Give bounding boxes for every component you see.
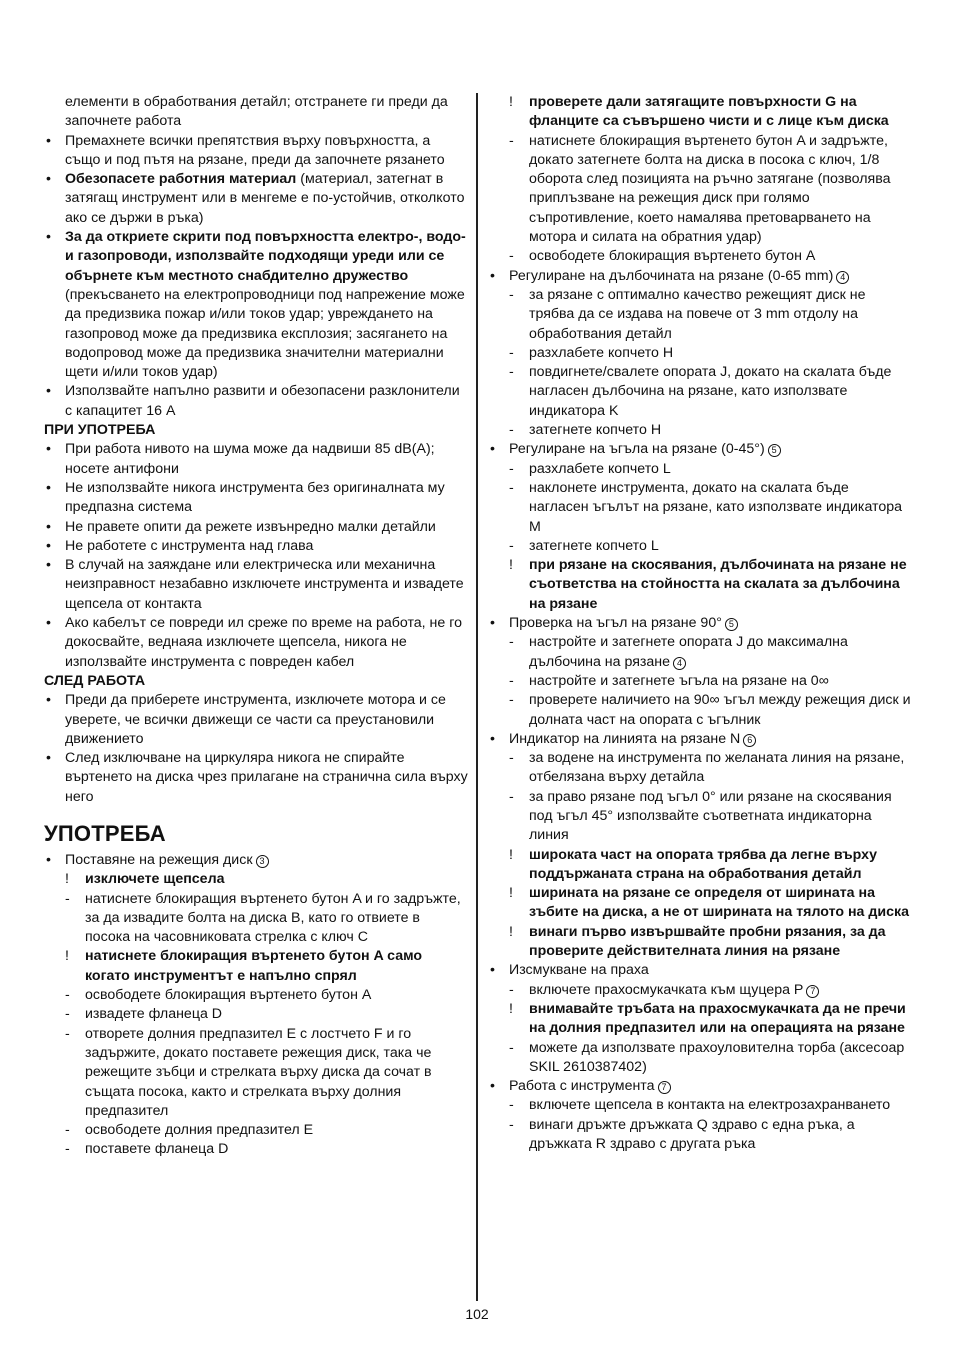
item-text: включете прахосмукачката към щуцера P xyxy=(529,981,804,998)
list-item xyxy=(488,1096,912,1115)
item-text: освободете долния предпазител E xyxy=(85,1122,314,1139)
list-item xyxy=(488,1000,912,1039)
item-text: повдигнете/свалете опората J, докато на скалата бъде нагласен дълбочина на рязане, като използвате индикатора K xyxy=(529,364,892,419)
list-marker: • xyxy=(46,229,51,246)
list-marker: • xyxy=(490,1078,495,1095)
list-item xyxy=(488,846,912,885)
list-item xyxy=(488,344,912,363)
list-marker: ! xyxy=(509,923,513,940)
list-marker: - xyxy=(509,286,514,303)
list-item xyxy=(488,884,912,923)
bold-text: винаги първо извършвайте пробни рязания, за да проверите действителната линия на рязане xyxy=(529,923,886,960)
item-text: разхлабете копчето L xyxy=(529,460,671,477)
item-text: Работа с инструмента xyxy=(509,1078,655,1095)
figure-ref: 4 xyxy=(836,271,849,284)
list-marker: - xyxy=(509,788,514,805)
item-text: (материал, затегнат в затягащ инструмент или в менгеме е по-устойчив, отколкото ако се държи в ръка) xyxy=(65,171,465,226)
item-text: В случай на заяждане или електрическа или механична неизправност незабавно изключете инструмента и извадете щепсела от контакта xyxy=(65,557,464,612)
item-text: за водене на инструмента по желаната линия на рязане, отбелязана върху детайла xyxy=(529,750,905,786)
list-item xyxy=(44,132,468,171)
list-marker: ! xyxy=(509,885,513,902)
list-item xyxy=(44,518,468,537)
list-marker: ! xyxy=(509,846,513,863)
list-item xyxy=(44,1140,468,1159)
list-item xyxy=(488,981,912,1000)
list-item xyxy=(44,691,468,749)
left-column xyxy=(44,93,468,1160)
list-marker: • xyxy=(46,537,51,554)
list-marker: - xyxy=(509,634,514,651)
list-marker: • xyxy=(46,132,51,149)
list-item xyxy=(488,440,912,459)
list-item xyxy=(44,749,468,807)
subheading: ПРИ УПОТРЕБА xyxy=(44,422,156,439)
item-text: за рязане с оптимално качество режещият диск не трябва да се издава на повече от 3 mm отдолу на обработвания детайл xyxy=(529,286,866,342)
list-item xyxy=(488,633,912,672)
list-item xyxy=(488,614,912,633)
list-marker: • xyxy=(46,615,51,632)
list-marker: ! xyxy=(509,1000,513,1017)
figure-ref: 4 xyxy=(673,657,686,670)
item-text: Регулиране на ъгъла на рязане (0-45°) xyxy=(509,441,765,458)
list-marker: - xyxy=(509,248,514,265)
list-item xyxy=(488,93,912,132)
item-text: наклонете инструмента, докато на скалата бъде нагласен ъгълът на рязане, като използвате индикатора M xyxy=(529,479,903,535)
figure-ref: 6 xyxy=(743,734,756,747)
list-item xyxy=(488,749,912,788)
list-item xyxy=(44,228,468,382)
list-item xyxy=(488,556,912,614)
list-marker: - xyxy=(65,1122,70,1139)
item-text: Не правете опити да режете извънредно малки детайли xyxy=(65,518,436,535)
list-marker: - xyxy=(509,672,514,689)
bold-text: при рязане на скосявания, дълбочината на рязане не съответства на стойността на скалата за дълбочина на рязане xyxy=(529,557,907,612)
list-marker: - xyxy=(509,1116,514,1133)
page-number: 102 xyxy=(465,1306,489,1322)
item-text: настройте и затегнете опората J до максимална дълбочина на рязане xyxy=(529,634,848,670)
item-text: включете щепсела в контакта на електрозахранването xyxy=(529,1097,891,1114)
item-text: затегнете копчето L xyxy=(529,537,659,554)
list-item xyxy=(44,614,468,672)
item-text: Премахнете всички препятствия върху повърхността, а също и под пътя на рязане, преди да започнете рязането xyxy=(65,132,445,168)
list-marker: - xyxy=(509,1097,514,1114)
item-text: винаги дръжте дръжката Q здраво с една ръка, а дръжката R здраво с другата ръка xyxy=(529,1116,855,1153)
list-marker: • xyxy=(46,383,51,400)
list-item xyxy=(44,556,468,614)
list-item xyxy=(488,923,912,962)
figure-ref: 7 xyxy=(658,1081,671,1094)
list-marker: • xyxy=(46,750,51,767)
list-marker: • xyxy=(490,615,495,632)
list-marker: • xyxy=(490,730,495,747)
item-text: настройте и затегнете ъгъла на рязане на 0∞ xyxy=(529,672,829,689)
list-item xyxy=(44,1121,468,1140)
list-marker: • xyxy=(46,479,51,496)
list-item xyxy=(488,672,912,691)
column-divider xyxy=(476,93,478,1301)
list-item xyxy=(44,890,468,948)
list-marker: ! xyxy=(65,871,69,888)
figure-ref: 5 xyxy=(725,618,738,631)
item-text: освободете блокиращия въртенето бутон A xyxy=(85,987,372,1004)
bold-text: внимавайте тръбата на прахосмукачката да не пречи на долния предпазител или на операцията на рязане xyxy=(529,1000,906,1037)
list-item xyxy=(44,170,468,228)
list-marker: • xyxy=(46,851,51,868)
item-text: Индикатор на линията на рязане N xyxy=(509,730,741,747)
bold-text: За да откриете скрити под повърхността електро-, водо- и газопроводи, използвайте подходящи уреди или се обърнете към местното снабдително дружество xyxy=(65,229,466,284)
bold-text: ширината на рязане се определя от ширината на зъбите на диска, а не от ширината на тялото на диска xyxy=(529,885,909,921)
list-marker: - xyxy=(509,460,514,477)
list-marker: • xyxy=(46,441,51,458)
figure-ref: 3 xyxy=(256,855,269,868)
item-text: Ако кабелът се повреди ил среже по време на работа, не го докосвайте, веднаяа изключете щепсела, никога не използвайте инструмента с повреден кабел xyxy=(65,615,462,670)
bold-text: Обезопасете работния материал xyxy=(65,171,297,188)
list-item xyxy=(44,870,468,889)
list-marker: - xyxy=(509,692,514,709)
figure-ref: 5 xyxy=(768,444,781,457)
item-text: Регулиране на дълбочината на рязане (0-65 mm) xyxy=(509,267,834,284)
figure-ref: 7 xyxy=(806,985,819,998)
list-marker: • xyxy=(46,518,51,535)
list-item xyxy=(488,286,912,344)
list-item xyxy=(488,537,912,556)
list-item xyxy=(488,1077,912,1096)
item-text: Не работете с инструмента над глава xyxy=(65,537,314,554)
item-text: Преди да приберете инструмента, изключете мотора и се уверете, че всички движещи се части са преустановили движението xyxy=(65,692,446,747)
list-marker: - xyxy=(509,422,514,439)
list-marker: - xyxy=(509,750,514,767)
list-item xyxy=(488,460,912,479)
list-item xyxy=(488,1116,912,1155)
list-item xyxy=(488,1039,912,1078)
bold-text: широката част на опората трябва да легне върху поддържаната страна на обработвания детайл xyxy=(529,846,878,882)
list-item xyxy=(488,691,912,730)
list-marker: ! xyxy=(509,557,513,574)
list-item xyxy=(44,851,468,870)
list-item xyxy=(488,421,912,440)
list-marker: - xyxy=(65,987,70,1004)
item-text: Изсмукване на праха xyxy=(509,962,649,979)
item-text: можете да използвате прахоуловителна торба (аксесоар SKIL 2610387402) xyxy=(529,1039,905,1075)
list-marker: ! xyxy=(509,94,513,110)
list-marker: - xyxy=(509,132,514,149)
item-text: поставете фланеца D xyxy=(85,1141,229,1158)
list-marker: • xyxy=(46,692,51,709)
list-item xyxy=(44,440,468,479)
list-item xyxy=(44,537,468,556)
list-marker: - xyxy=(509,1039,514,1056)
item-text: освободете блокиращия въртенето бутон A xyxy=(529,248,816,265)
item-text: Проверка на ъгъл на рязане 90° xyxy=(509,615,722,632)
list-item xyxy=(488,267,912,286)
bold-text: изключете щепсела xyxy=(85,871,225,888)
list-marker: • xyxy=(46,557,51,574)
list-item xyxy=(44,986,468,1005)
item-text: разхлабете копчето H xyxy=(529,344,674,361)
item-text: елементи в обработвания детайл; отстранете ги преди да започнете работа xyxy=(65,94,448,130)
list-marker: - xyxy=(65,1025,70,1042)
item-text: натиснете блокиращия въртенето бутон A и задръжте, докато затегнете болта на диска в посока с ключ, 1/8 оборота след позицията на ръчно затягане (позволява приплъзване на режещия диск при голямо съпротивление, което намалява претоварването на мотора и силата на обратния удар) xyxy=(529,132,891,246)
list-marker: • xyxy=(490,267,495,284)
list-marker: - xyxy=(65,1141,70,1158)
item-text: Поставяне на режещия диск xyxy=(65,851,253,868)
list-item xyxy=(44,1025,468,1121)
item-text: проверете наличието на 90∞ ъгъл между режещия диск и долната част на опората с ъгълник xyxy=(529,692,911,728)
continued-text xyxy=(44,93,468,132)
item-text: затегнете копчето H xyxy=(529,422,662,439)
list-marker: • xyxy=(490,441,495,458)
list-item xyxy=(488,961,912,980)
list-item xyxy=(488,479,912,537)
list-marker: - xyxy=(509,344,514,361)
list-item xyxy=(488,132,912,248)
item-text: извадете фланеца D xyxy=(85,1006,223,1023)
item-text: натиснете блокиращия въртенето бутон A и го задръжте, за да извадите болта на диска B, като го отвиете в посока на часовниковата стрелка с ключ C xyxy=(85,890,461,946)
item-text: за право рязане под ъгъл 0° или рязане на скосявания под ъгъл 45° използвайте съответната индикаторна линия xyxy=(529,788,892,844)
list-marker: - xyxy=(509,479,514,496)
list-item xyxy=(488,788,912,846)
item-text: Използвайте напълно развити и обезопасени разклонители с капацитет 16 A xyxy=(65,383,460,419)
list-marker: ! xyxy=(65,948,69,965)
bold-text: проверете дали затягащите повърхности G на фланците са съвършено чисти и с лице към диска xyxy=(529,94,889,130)
list-item xyxy=(488,363,912,421)
list-marker: - xyxy=(65,890,70,907)
item-text: (прекъсването на електропроводници под напрежение може да предизвика пожар и/или токов удар; увреждането на газопровод може да предизвика експлозия; засягането на водопровод може да предизвика значителни материални щети и/или токов удар) xyxy=(65,286,465,381)
list-item xyxy=(488,247,912,266)
section-title: УПОТРЕБА xyxy=(44,820,166,846)
item-text: При работа нивото на шума може да надвиши 85 dB(A); носете антифони xyxy=(65,441,435,477)
list-marker: - xyxy=(65,1006,70,1023)
subheading: СЛЕД РАБОТА xyxy=(44,672,146,689)
list-marker: - xyxy=(509,537,514,554)
list-item xyxy=(44,382,468,421)
list-item xyxy=(44,1005,468,1024)
item-text: отворете долния предпазител E с лостчето F и го задържите, докато поставете режещия диск, така че режещите зъбци и стрелката върху диска да сочат в същата посока, както и стрелката върху долния предпазител xyxy=(85,1025,432,1119)
bold-text: натиснете блокиращия въртенето бутон A само когато инструментът е напълно спрял xyxy=(85,948,423,984)
list-marker: • xyxy=(490,962,495,979)
list-item xyxy=(44,947,468,986)
list-marker: • xyxy=(46,171,51,188)
list-item xyxy=(44,479,468,518)
item-text: След изключване на циркуляра никога не спирайте въртенето на диска чрез прилагане на странична сила върху него xyxy=(65,750,468,805)
list-item xyxy=(488,730,912,749)
item-text: Не използвайте никога инструмента без оригиналната му предпазна система xyxy=(65,479,445,516)
list-marker: - xyxy=(509,364,514,381)
right-column xyxy=(488,93,912,1154)
list-marker: - xyxy=(509,981,514,998)
